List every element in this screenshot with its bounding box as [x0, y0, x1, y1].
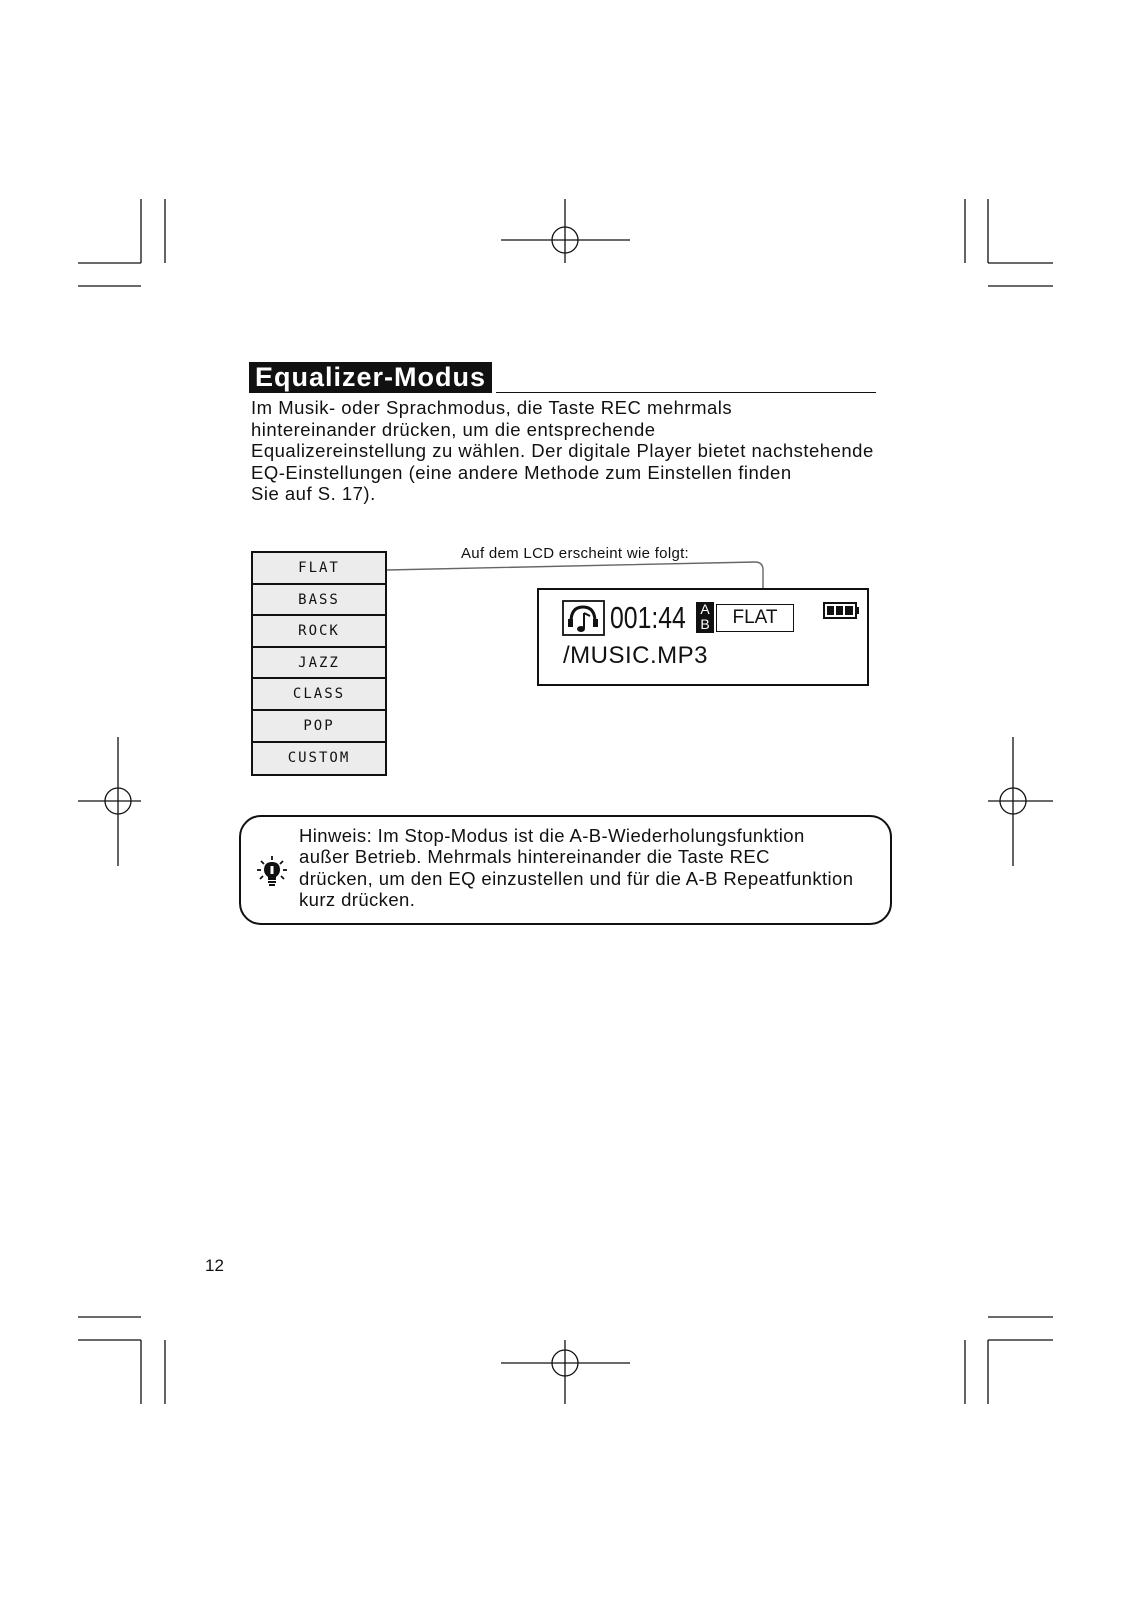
ab-indicator-a: A	[700, 601, 710, 617]
eq-mode-bass: BASS	[253, 585, 385, 617]
note-line: außer Betrieb. Mehrmals hintereinander die Taste REC	[299, 846, 770, 868]
eq-mode-flat: FLAT	[253, 553, 385, 585]
ab-repeat-indicator	[696, 602, 714, 633]
ab-indicator-b: B	[700, 616, 710, 632]
intro-line: Sie auf S. 17).	[251, 483, 376, 504]
lightbulb-icon	[256, 855, 288, 887]
note-text	[299, 825, 889, 910]
intro-line: EQ-Einstellungen (eine andere Methode zum Einstellen finden	[251, 461, 792, 483]
note-line: kurz drücken.	[299, 888, 416, 910]
lcd-time: 001:44	[610, 600, 686, 635]
lcd-filename: /MUSIC.MP3	[563, 642, 709, 669]
intro-line: Equalizereinstellung zu wählen. Der digitale Player bietet nachstehende	[251, 440, 874, 461]
intro-line: hintereinander drücken, um die entsprechende	[251, 418, 656, 440]
eq-mode-jazz: JAZZ	[253, 648, 385, 680]
intro-line: Im Musik- oder Sprachmodus, die Taste REC mehrmals	[251, 397, 733, 418]
note-box	[239, 815, 892, 925]
eq-mode-rock: ROCK	[253, 616, 385, 648]
lcd-caption: Auf dem LCD erscheint wie folgt:	[461, 545, 690, 562]
battery-full-icon	[823, 601, 860, 620]
eq-mode-pop: POP	[253, 711, 385, 743]
section-heading: Equalizer-Modus	[249, 362, 492, 393]
eq-mode-class: CLASS	[253, 679, 385, 711]
lcd-eq-label: FLAT	[716, 604, 794, 632]
page-number: 12	[205, 1256, 224, 1275]
note-line: Hinweis: Im Stop-Modus ist die A-B-Wiederholungsfunktion	[299, 825, 805, 846]
note-line: drücken, um den EQ einzustellen und für die A-B Repeatfunktion	[299, 867, 854, 889]
lcd-display	[537, 588, 869, 686]
eq-mode-custom: CUSTOM	[287, 749, 351, 766]
headphones-note-icon	[562, 600, 605, 636]
